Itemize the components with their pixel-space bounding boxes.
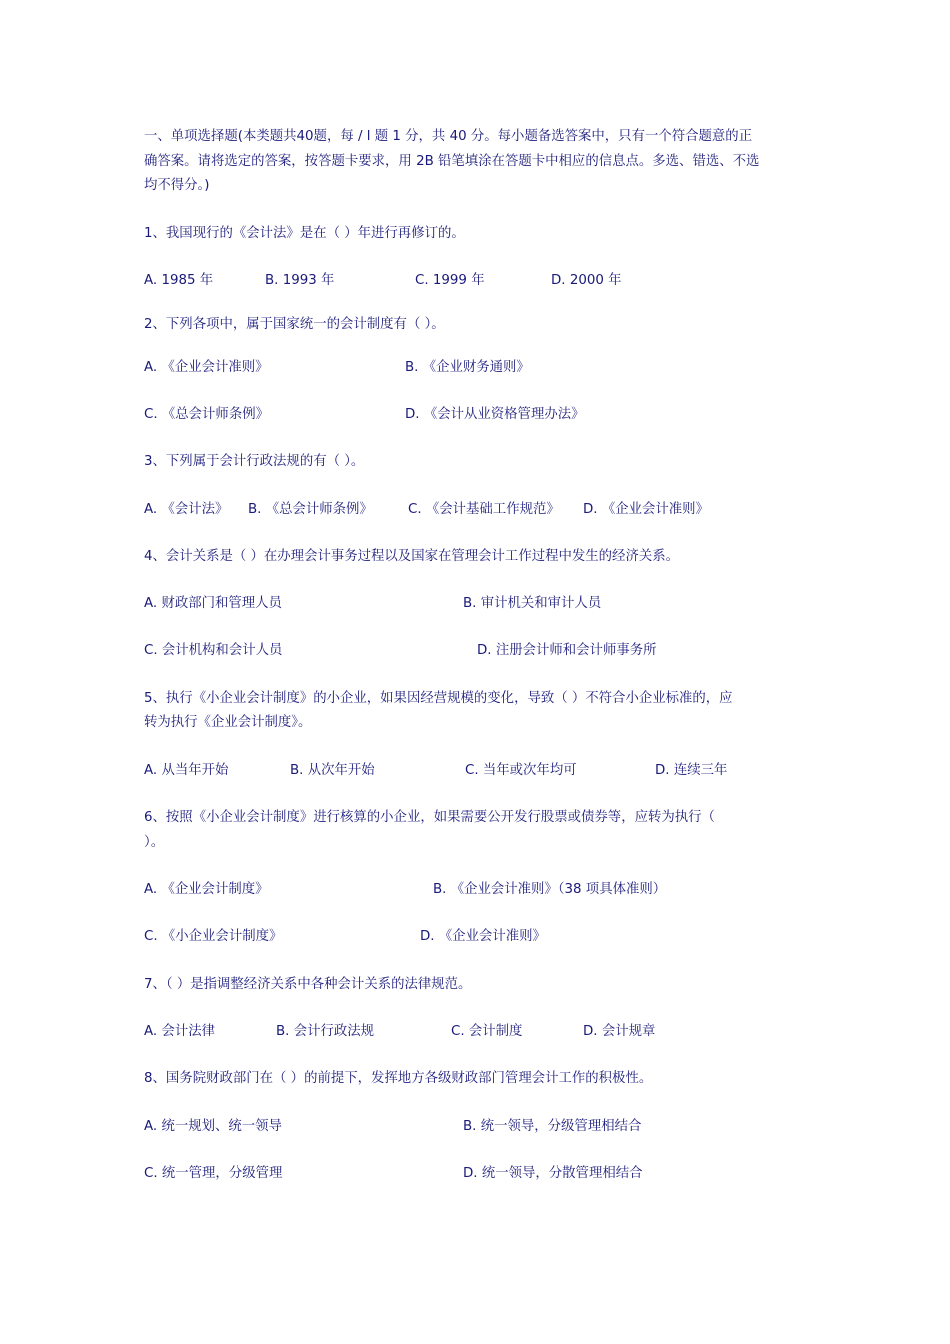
question-6-stem-line-1: 6、按照《小企业会计制度》进行核算的小企业，如果需要公开发行股票或债券等，应转为执行（ xyxy=(144,810,715,825)
question-1-option-c: C. 1999 年 xyxy=(415,273,485,288)
question-4-option-a: A. 财政部门和管理人员 xyxy=(144,596,282,611)
question-1-stem: 1、我国现行的《会计法》是在（ ）年进行再修订的。 xyxy=(144,226,465,241)
question-1-option-d: D. 2000 年 xyxy=(551,273,622,288)
question-3-option-b: B. 《总会计师条例》 xyxy=(248,502,373,517)
section-heading-line-3: 均不得分。) xyxy=(144,178,210,193)
question-2-option-d: D. 《会计从业资格管理办法》 xyxy=(405,407,585,422)
question-6-stem-line-2: ）。 xyxy=(144,835,165,850)
question-7-stem: 7、（ ）是指调整经济关系中各种会计关系的法律规范。 xyxy=(144,977,472,992)
question-8-option-a: A. 统一规划、统一领导 xyxy=(144,1119,282,1134)
question-3-stem: 3、下列属于会计行政法规的有（ ）。 xyxy=(144,454,365,469)
question-6-option-b: B. 《企业会计准则》（38 项具体准则） xyxy=(433,882,667,897)
section-heading-line-1: 一、单项选择题(本类题共40题，每 / l 题 1 分，共 40 分。每小题备选答案中，只有一个符合题意的正 xyxy=(144,129,753,144)
question-1-option-b: B. 1993 年 xyxy=(265,273,335,288)
question-8-option-b: B. 统一领导，分级管理相结合 xyxy=(463,1119,642,1134)
question-7-option-a: A. 会计法律 xyxy=(144,1024,215,1039)
question-6-option-a: A. 《企业会计制度》 xyxy=(144,882,269,897)
question-6-option-d: D. 《企业会计准则》 xyxy=(420,929,546,944)
question-4-option-d: D. 注册会计师和会计师事务所 xyxy=(477,643,657,658)
question-5-option-a: A. 从当年开始 xyxy=(144,763,229,778)
question-5-option-d: D. 连续三年 xyxy=(655,763,728,778)
question-3-option-c: C. 《会计基础工作规范》 xyxy=(408,502,560,517)
question-1-option-a: A. 1985 年 xyxy=(144,273,214,288)
question-3-option-a: A. 《会计法》 xyxy=(144,502,229,517)
question-7-option-b: B. 会计行政法规 xyxy=(276,1024,375,1039)
question-7-option-d: D. 会计规章 xyxy=(583,1024,656,1039)
question-2-option-c: C. 《总会计师条例》 xyxy=(144,407,269,422)
question-5-option-b: B. 从次年开始 xyxy=(290,763,375,778)
question-5-stem-line-1: 5、执行《小企业会计制度》的小企业，如果因经营规模的变化，导致（ ）不符合小企业标准的，应 xyxy=(144,691,733,706)
question-3-option-d: D. 《企业会计准则》 xyxy=(583,502,709,517)
question-2-option-a: A. 《企业会计准则》 xyxy=(144,360,269,375)
question-8-option-d: D. 统一领导，分散管理相结合 xyxy=(463,1166,643,1181)
question-6-option-c: C. 《小企业会计制度》 xyxy=(144,929,283,944)
question-2-option-b: B. 《企业财务通则》 xyxy=(405,360,530,375)
question-4-stem: 4、会计关系是（ ）在办理会计事务过程以及国家在管理会计工作过程中发生的经济关系。 xyxy=(144,549,680,564)
question-2-stem: 2、下列各项中，属于国家统一的会计制度有（ ）。 xyxy=(144,317,445,332)
question-4-option-b: B. 审计机关和审计人员 xyxy=(463,596,602,611)
question-4-option-c: C. 会计机构和会计人员 xyxy=(144,643,283,658)
question-5-stem-line-2: 转为执行《企业会计制度》。 xyxy=(144,715,312,730)
question-7-option-c: C. 会计制度 xyxy=(451,1024,523,1039)
question-8-stem: 8、国务院财政部门在（ ）的前提下，发挥地方各级财政部门管理会计工作的积极性。 xyxy=(144,1071,653,1086)
section-heading-line-2: 确答案。请将选定的答案，按答题卡要求，用 2B 铅笔填涂在答题卡中相应的信息点。多选、错选、不选 xyxy=(144,154,760,169)
question-5-option-c: C. 当年或次年均可 xyxy=(465,763,577,778)
question-8-option-c: C. 统一管理，分级管理 xyxy=(144,1166,283,1181)
